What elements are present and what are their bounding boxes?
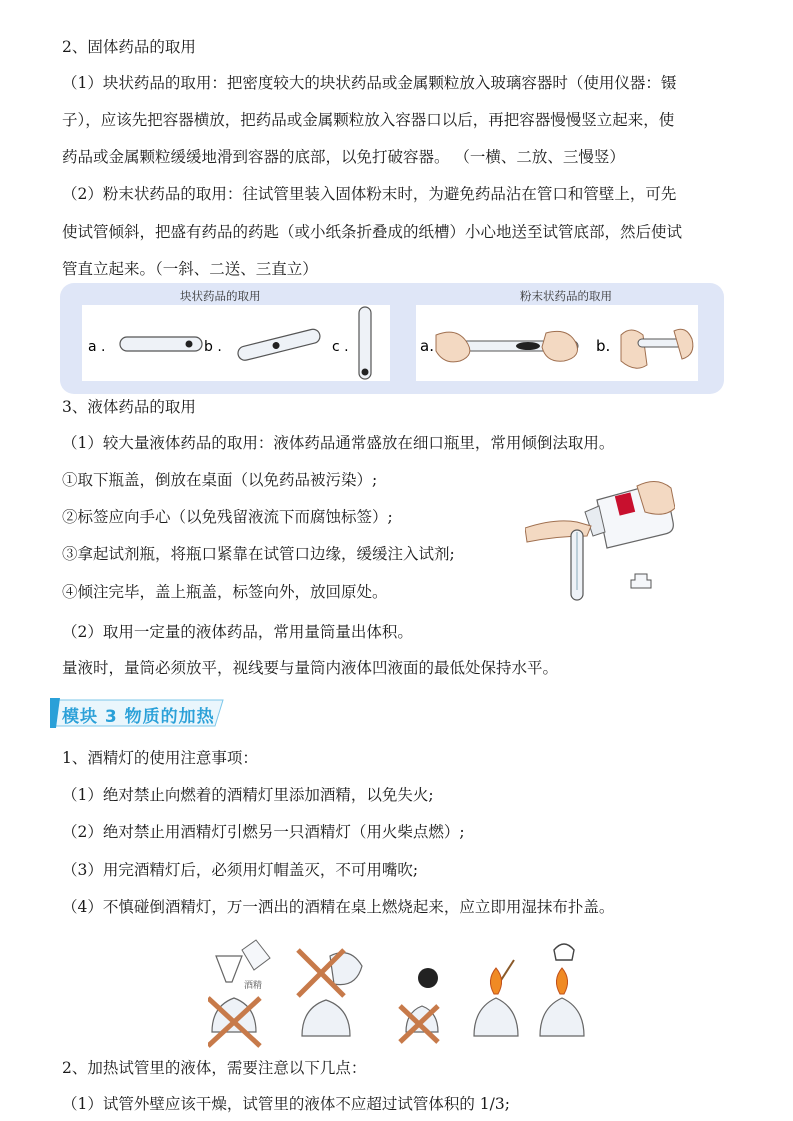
liquid-step-3: ③拿起试剂瓶，将瓶口紧靠在试管口边缘，缓缓注入试剂; xyxy=(62,545,455,563)
forbidden-blowing-illustration xyxy=(400,968,438,1042)
section-heading-solid: 2、固体药品的取用 xyxy=(62,38,196,56)
lamp-cap xyxy=(554,944,574,960)
head-icon xyxy=(418,968,438,988)
powder-text-line-2: 使试管倾斜，把盛有药品的药匙（或小纸条折叠成的纸槽）小心地送至试管底部，然后使试 xyxy=(62,223,683,241)
lamp-heading: 1、酒精灯的使用注意事项： xyxy=(62,749,258,767)
granule-bottom xyxy=(362,369,369,376)
left-hand-icon xyxy=(436,332,470,362)
pouring-bottle xyxy=(242,940,270,970)
lamp-body xyxy=(212,998,256,1032)
test-tube-upright xyxy=(359,307,371,379)
lamp-item-1: （1）绝对禁止向燃着的酒精灯里添加酒精，以免失火; xyxy=(62,786,434,804)
test-tube-tilted xyxy=(237,328,322,362)
hand-upright-left-icon xyxy=(621,330,647,368)
label-b2: b. xyxy=(596,337,611,355)
block-text-line-3: 药品或金属颗粒缓缓地滑到容器的底部，以免打破容器。 （一横、二放、三慢竖） xyxy=(62,148,625,166)
match-lighting-illustration xyxy=(474,960,518,1036)
powder-figure xyxy=(416,305,698,381)
block-figure xyxy=(82,305,390,381)
inverted-stopper xyxy=(631,574,651,588)
section-heading-liquid: 3、液体药品的取用 xyxy=(62,398,196,416)
lamp-item-4: （4）不慎碰倒酒精灯，万一洒出的酒精在桌上燃烧起来，应立即用湿抹布扑盖。 xyxy=(62,898,615,916)
forbidden-refill-illustration xyxy=(208,940,270,1046)
label-a2: a. xyxy=(420,337,434,355)
liquid-large-amount: （1）较大量液体药品的取用：液体药品通常盛放在细口瓶里，常用倾倒法取用。 xyxy=(62,434,615,452)
upright-tube xyxy=(638,339,682,347)
alcohol-label: 酒精 xyxy=(244,981,263,991)
lamp-body xyxy=(474,998,518,1036)
heating-heading: 2、加热试管里的液体，需要注意以下几点： xyxy=(62,1059,367,1077)
liquid-step-1: ①取下瓶盖，倒放在桌面（以免药品被污染）; xyxy=(62,471,378,489)
cylinder-note: 量液时，量筒必须放平，视线要与量筒内液体凹液面的最低处保持水平。 xyxy=(62,659,559,677)
powder-text-line-3: 管直立起来。（一斜、二送、三直立） xyxy=(62,260,318,278)
block-text-line-1: （1）块状药品的取用：把密度较大的块状药品或金属颗粒放入玻璃容器时（使用仪器：镊 xyxy=(62,74,677,92)
label-b: b . xyxy=(204,339,222,355)
flame-icon xyxy=(556,968,567,994)
lamp-illustrations xyxy=(208,936,588,1048)
right-hand-icon xyxy=(542,331,578,361)
pouring-illustration xyxy=(525,472,675,604)
reagent-figure-panel xyxy=(60,283,724,394)
cap-extinguish-illustration xyxy=(540,944,584,1036)
powder-figure-caption: 粉末状药品的取用 xyxy=(520,289,612,303)
powder-spoon xyxy=(516,342,540,350)
label-a: a . xyxy=(88,339,106,355)
forbidden-lamp-to-lamp-illustration xyxy=(298,950,362,1036)
liquid-fixed-amount: （2）取用一定量的液体药品，常用量筒量出体积。 xyxy=(62,623,413,641)
funnel xyxy=(216,956,242,982)
module-title: 模块 3 物质的加热 xyxy=(62,707,215,727)
powder-text-line-1: （2）粉末状药品的取用：往试管里装入固体粉末时，为避免药品沾在管口和管壁上，可先 xyxy=(62,185,677,203)
flame-icon xyxy=(490,968,501,994)
liquid-step-2: ②标签应向手心（以免残留液流下而腐蚀标签）; xyxy=(62,508,393,526)
heating-item-1: （1）试管外壁应该干燥，试管里的液体不应超过试管体积的 1/3; xyxy=(62,1095,510,1113)
block-figure-caption: 块状药品的取用 xyxy=(180,289,261,303)
granule xyxy=(186,341,193,348)
lamp-item-3: （3）用完酒精灯后，必须用灯帽盖灭，不可用嘴吹; xyxy=(62,861,419,879)
liquid-step-4: ④倾注完毕，盖上瓶盖，标签向外，放回原处。 xyxy=(62,583,388,601)
block-text-line-2: 子），应该先把容器横放，把药品或金属颗粒放入容器口以后，再把容器慢慢竖立起来，使 xyxy=(62,111,675,129)
block-reagent-illustration xyxy=(82,305,390,381)
lamp-body xyxy=(540,998,584,1036)
powder-reagent-illustration xyxy=(416,305,698,381)
label-c: c . xyxy=(332,339,349,355)
lamp-item-2: （2）绝对禁止用酒精灯引燃另一只酒精灯（用火柴点燃）; xyxy=(62,823,465,841)
lamp-body xyxy=(302,1000,350,1036)
